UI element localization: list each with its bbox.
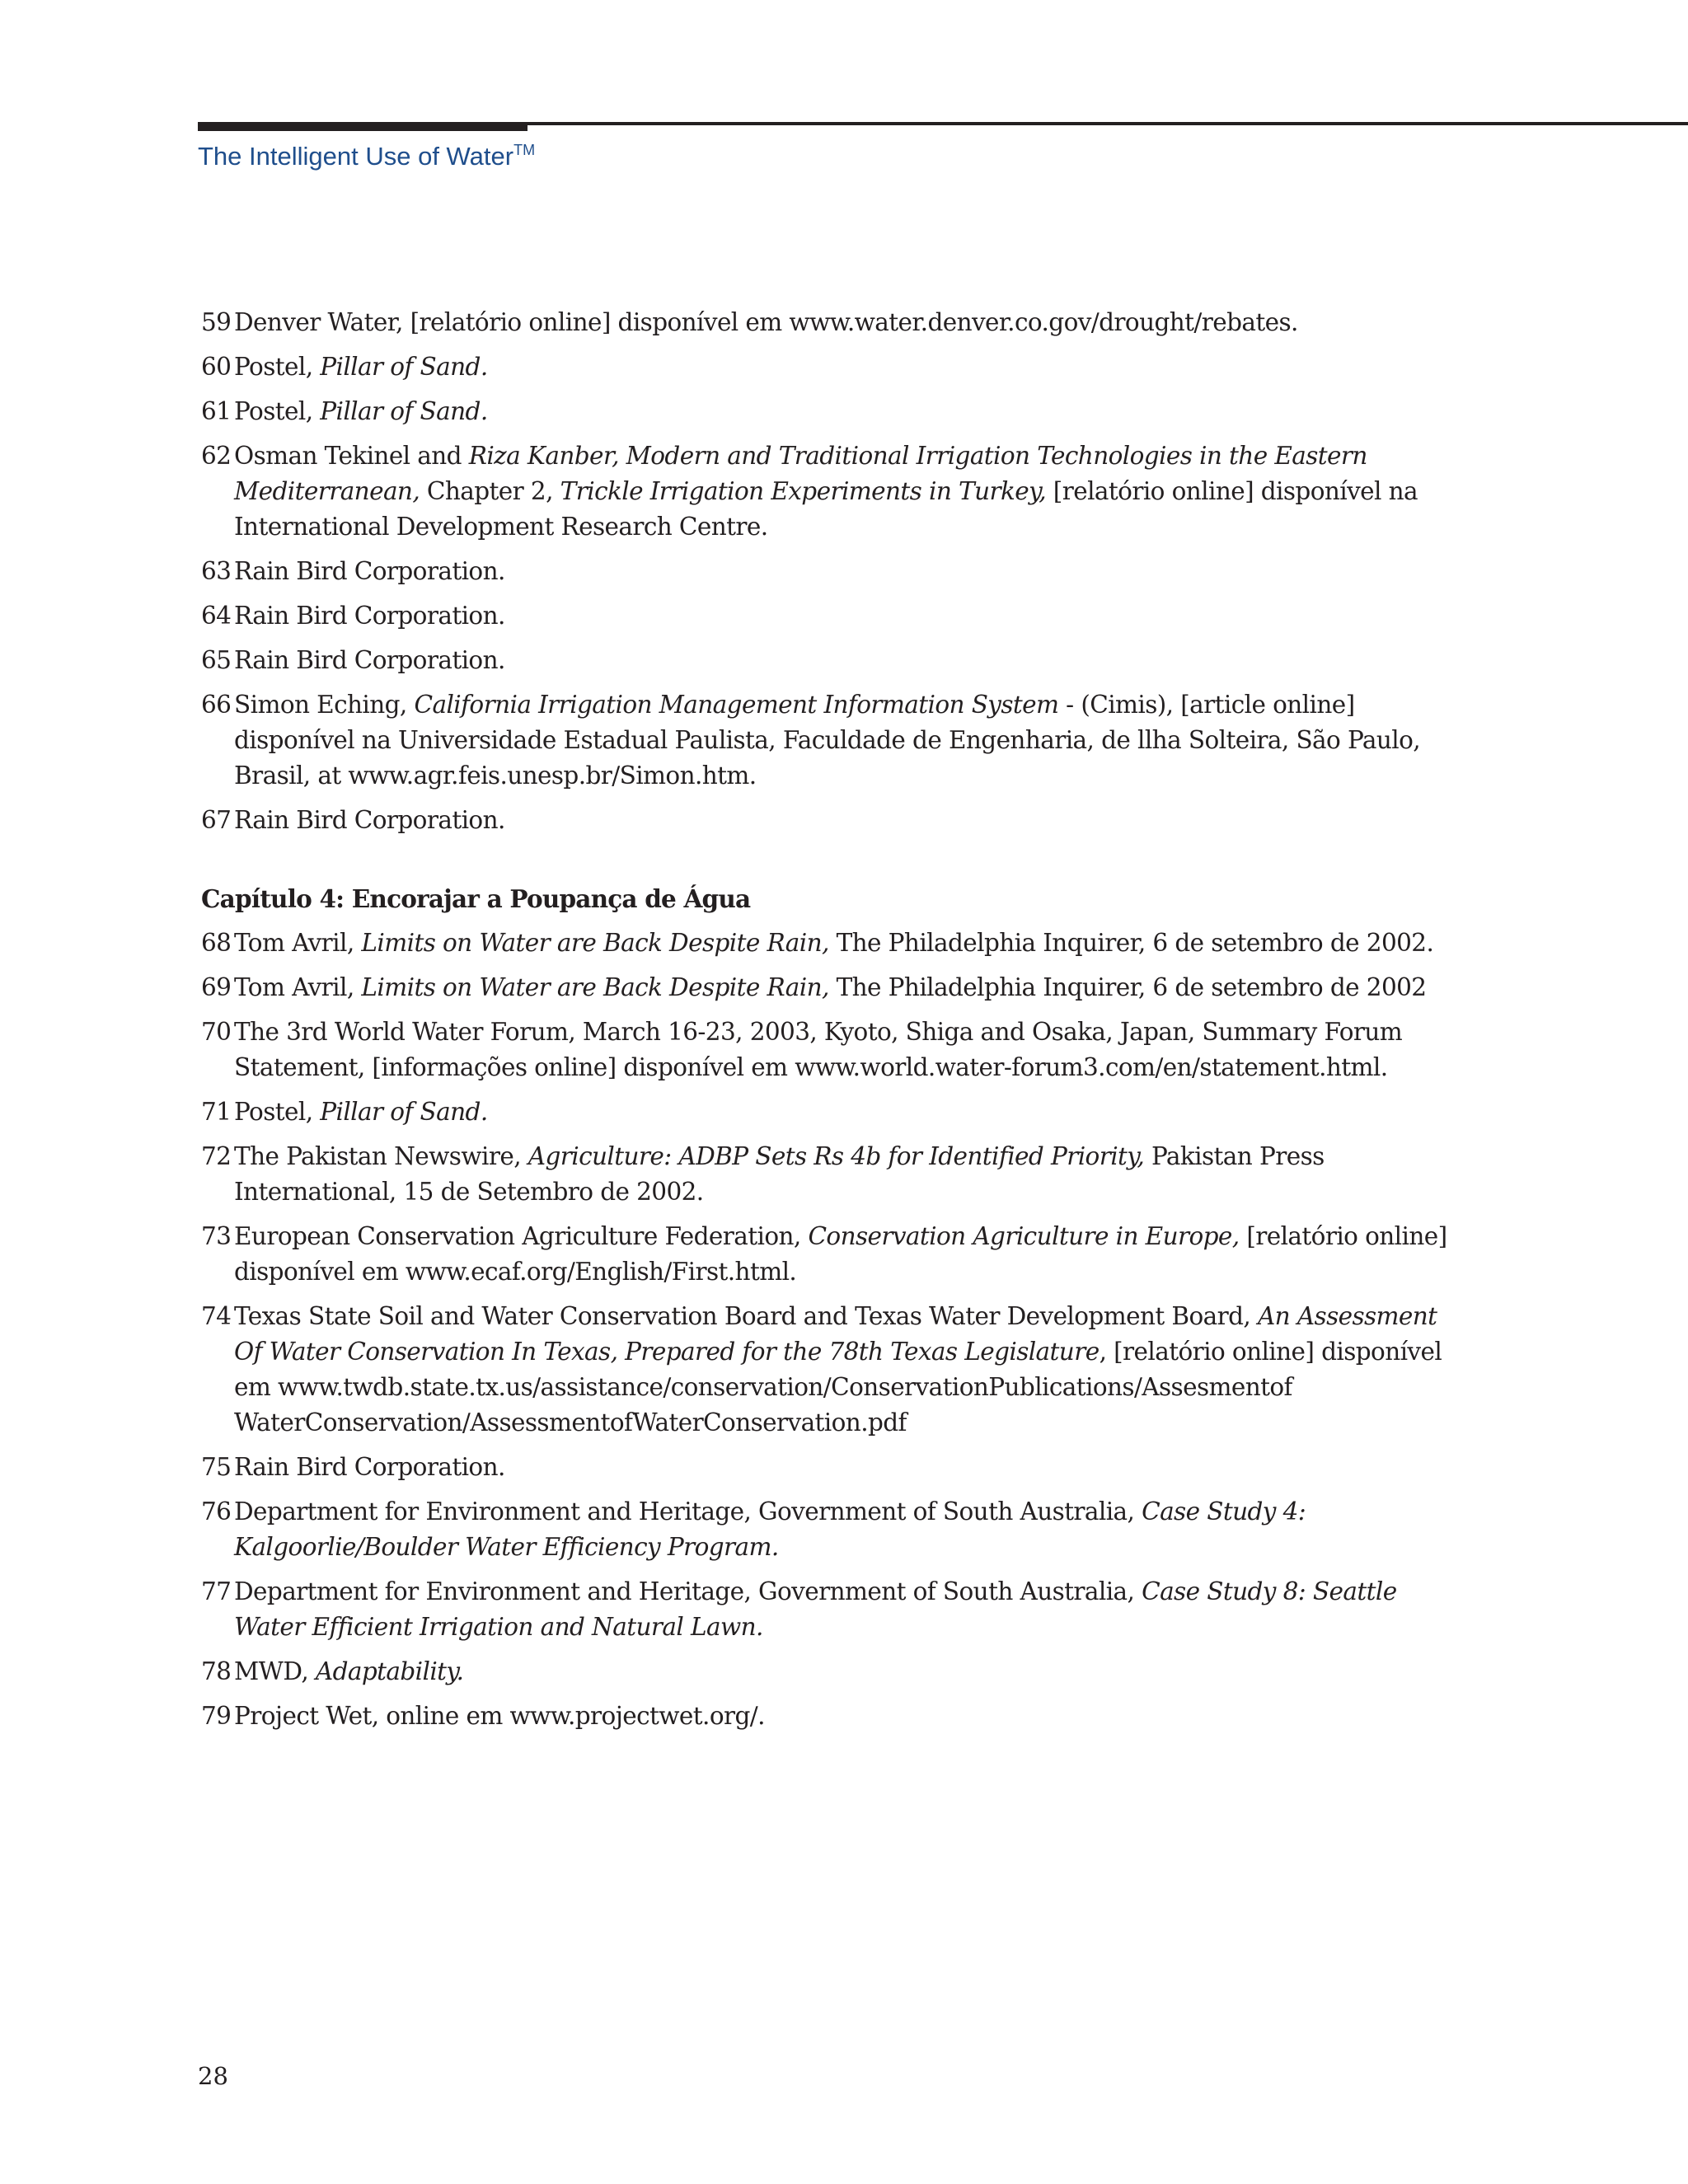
endnote-68 [201, 926, 1470, 961]
endnote-text: Project Wet, online em www.projectwet.org/. [234, 1702, 765, 1730]
endnote-70 [201, 1015, 1470, 1085]
endnote-text: Postel, [234, 1098, 321, 1126]
endnote-73 [201, 1219, 1470, 1290]
endnote-text: The Philadelphia Inquirer, 6 de setembro de 2002 [828, 973, 1427, 1001]
endnote-title: Pillar of Sand. [320, 353, 488, 381]
endnote-number: 64 [201, 602, 232, 630]
endnote-text: Rain Bird Corporation. [234, 646, 505, 674]
endnote-72 [201, 1139, 1470, 1210]
endnote-text: [relatório online] disponível na International Development Research Centre. [234, 477, 1418, 541]
endnote-title: Agriculture: ADBP Sets Rs 4b for Identified Priority, [528, 1142, 1145, 1170]
endnote-title: Case Study 8: Seattle Water Efficient Irrigation and Natural Lawn. [234, 1577, 1397, 1641]
endnote-text: Osman Tekinel and [234, 442, 469, 470]
endnotes [201, 305, 1470, 1743]
endnote-text: Department for Environment and Heritage, Government of South Australia, [234, 1497, 1142, 1526]
endnote-66 [201, 687, 1470, 794]
endnote-number: 67 [201, 806, 232, 834]
endnote-63 [201, 554, 1470, 589]
endnote-60 [201, 349, 1470, 385]
endnote-text: Simon Eching, [234, 691, 415, 719]
endnote-65 [201, 643, 1470, 678]
endnote-number: 75 [201, 1453, 232, 1481]
endnote-title: Adaptability. [315, 1657, 464, 1685]
endnote-number: 66 [201, 691, 232, 719]
endnote-number: 70 [201, 1018, 232, 1046]
endnote-77 [201, 1574, 1470, 1645]
endnote-title: Limits on Water are Back Despite Rain, [361, 973, 829, 1001]
endnote-title: Trickle Irrigation Experiments in Turkey, [560, 477, 1047, 505]
endnote-69 [201, 970, 1470, 1005]
endnote-title: California Irrigation Management Information System [414, 691, 1059, 719]
endnote-title: Case Study 4: Kalgoorlie/Boulder Water Efficiency Program. [234, 1497, 1306, 1561]
endnote-text: Texas State Soil and Water Conservation Board and Texas Water Development Board, [234, 1302, 1258, 1330]
endnote-text: [relatório online] disponível em www.ecaf.org/English/First.html. [234, 1222, 1447, 1286]
endnote-number: 68 [201, 929, 232, 957]
endnote-text: , [relatório online] disponível em www.twdb.state.tx.us/assistance/conservation/ConservationPublications/Assesmentof WaterConservation/AssessmentofWaterConservation.pdf [234, 1338, 1442, 1436]
endnote-number: 74 [201, 1302, 232, 1330]
endnote-text: Postel, [234, 353, 321, 381]
endnote-number: 79 [201, 1702, 232, 1730]
endnote-number: 73 [201, 1222, 232, 1250]
header-title-text: The Intelligent Use of Water [198, 142, 514, 171]
endnote-title: Conservation Agriculture in Europe, [808, 1222, 1240, 1250]
endnote-number: 71 [201, 1098, 232, 1126]
page-number: 28 [198, 2062, 228, 2090]
endnote-text: Tom Avril, [234, 973, 362, 1001]
endnote-number: 59 [201, 308, 232, 336]
endnote-title: Riza Kanber, Modern and Traditional Irrigation Technologies in the Eastern Mediterranean, [234, 442, 1367, 505]
endnote-76 [201, 1494, 1470, 1565]
endnote-text: Chapter 2, [420, 477, 560, 505]
endnote-text: Rain Bird Corporation. [234, 1453, 505, 1481]
endnote-71 [201, 1094, 1470, 1130]
endnote-text: MWD, [234, 1657, 316, 1685]
endnote-text: Tom Avril, [234, 929, 362, 957]
endnote-title: Pillar of Sand. [320, 1098, 488, 1126]
endnote-74 [201, 1299, 1470, 1441]
endnote-title: An Assessment Of Water Conservation In Texas, Prepared for the 78th Texas Legislature [234, 1302, 1437, 1366]
endnote-78 [201, 1654, 1470, 1690]
endnote-text: Pakistan Press International, 15 de Setembro de 2002. [234, 1142, 1325, 1206]
endnote-text: Denver Water, [relatório online] disponível em www.water.denver.co.gov/drought/rebates. [234, 308, 1298, 336]
endnote-text: The 3rd World Water Forum, March 16-23, 2003, Kyoto, Shiga and Osaka, Japan, Summary Forum Statement, [informações online] disponível em www.world.water-forum3.com/en/statement.html. [234, 1018, 1403, 1081]
running-header [198, 142, 535, 171]
endnote-number: 62 [201, 442, 232, 470]
endnote-text: Rain Bird Corporation. [234, 557, 505, 585]
endnote-79 [201, 1699, 1470, 1734]
endnote-number: 77 [201, 1577, 232, 1605]
endnotes-group-a [201, 305, 1470, 838]
endnotes-group-b [201, 926, 1470, 1734]
endnote-62 [201, 438, 1470, 545]
endnote-text: Rain Bird Corporation. [234, 806, 505, 834]
endnote-text: Department for Environment and Heritage, Government of South Australia, [234, 1577, 1142, 1605]
endnote-text: Rain Bird Corporation. [234, 602, 505, 630]
endnote-text: Postel, [234, 397, 321, 425]
endnote-61 [201, 394, 1470, 429]
endnote-number: 60 [201, 353, 232, 381]
endnote-number: 76 [201, 1497, 232, 1526]
endnote-text: The Pakistan Newswire, [234, 1142, 528, 1170]
endnote-text: European Conservation Agriculture Federation, [234, 1222, 809, 1250]
endnote-text: - (Cimis), [article online] disponível na Universidade Estadual Paulista, Faculdade de Engenharia, de llha Solteira, São Paulo, Brasil, at www.agr.feis.unesp.br/Simon.htm. [234, 691, 1421, 790]
trademark-mark: TM [513, 142, 536, 158]
endnote-text: The Philadelphia Inquirer, 6 de setembro de 2002. [828, 929, 1434, 957]
endnote-number: 72 [201, 1142, 232, 1170]
section-heading: Capítulo 4: Encorajar a Poupança de Água [201, 884, 751, 913]
endnote-title: Pillar of Sand. [320, 397, 488, 425]
endnote-67 [201, 803, 1470, 838]
endnote-title: Limits on Water are Back Despite Rain, [361, 929, 829, 957]
endnote-number: 65 [201, 646, 232, 674]
endnote-number: 63 [201, 557, 232, 585]
endnote-number: 69 [201, 973, 232, 1001]
endnote-64 [201, 598, 1470, 634]
endnote-59 [201, 305, 1470, 340]
header-rule-accent [198, 122, 528, 131]
endnote-75 [201, 1450, 1470, 1485]
endnote-number: 61 [201, 397, 232, 425]
endnote-number: 78 [201, 1657, 232, 1685]
